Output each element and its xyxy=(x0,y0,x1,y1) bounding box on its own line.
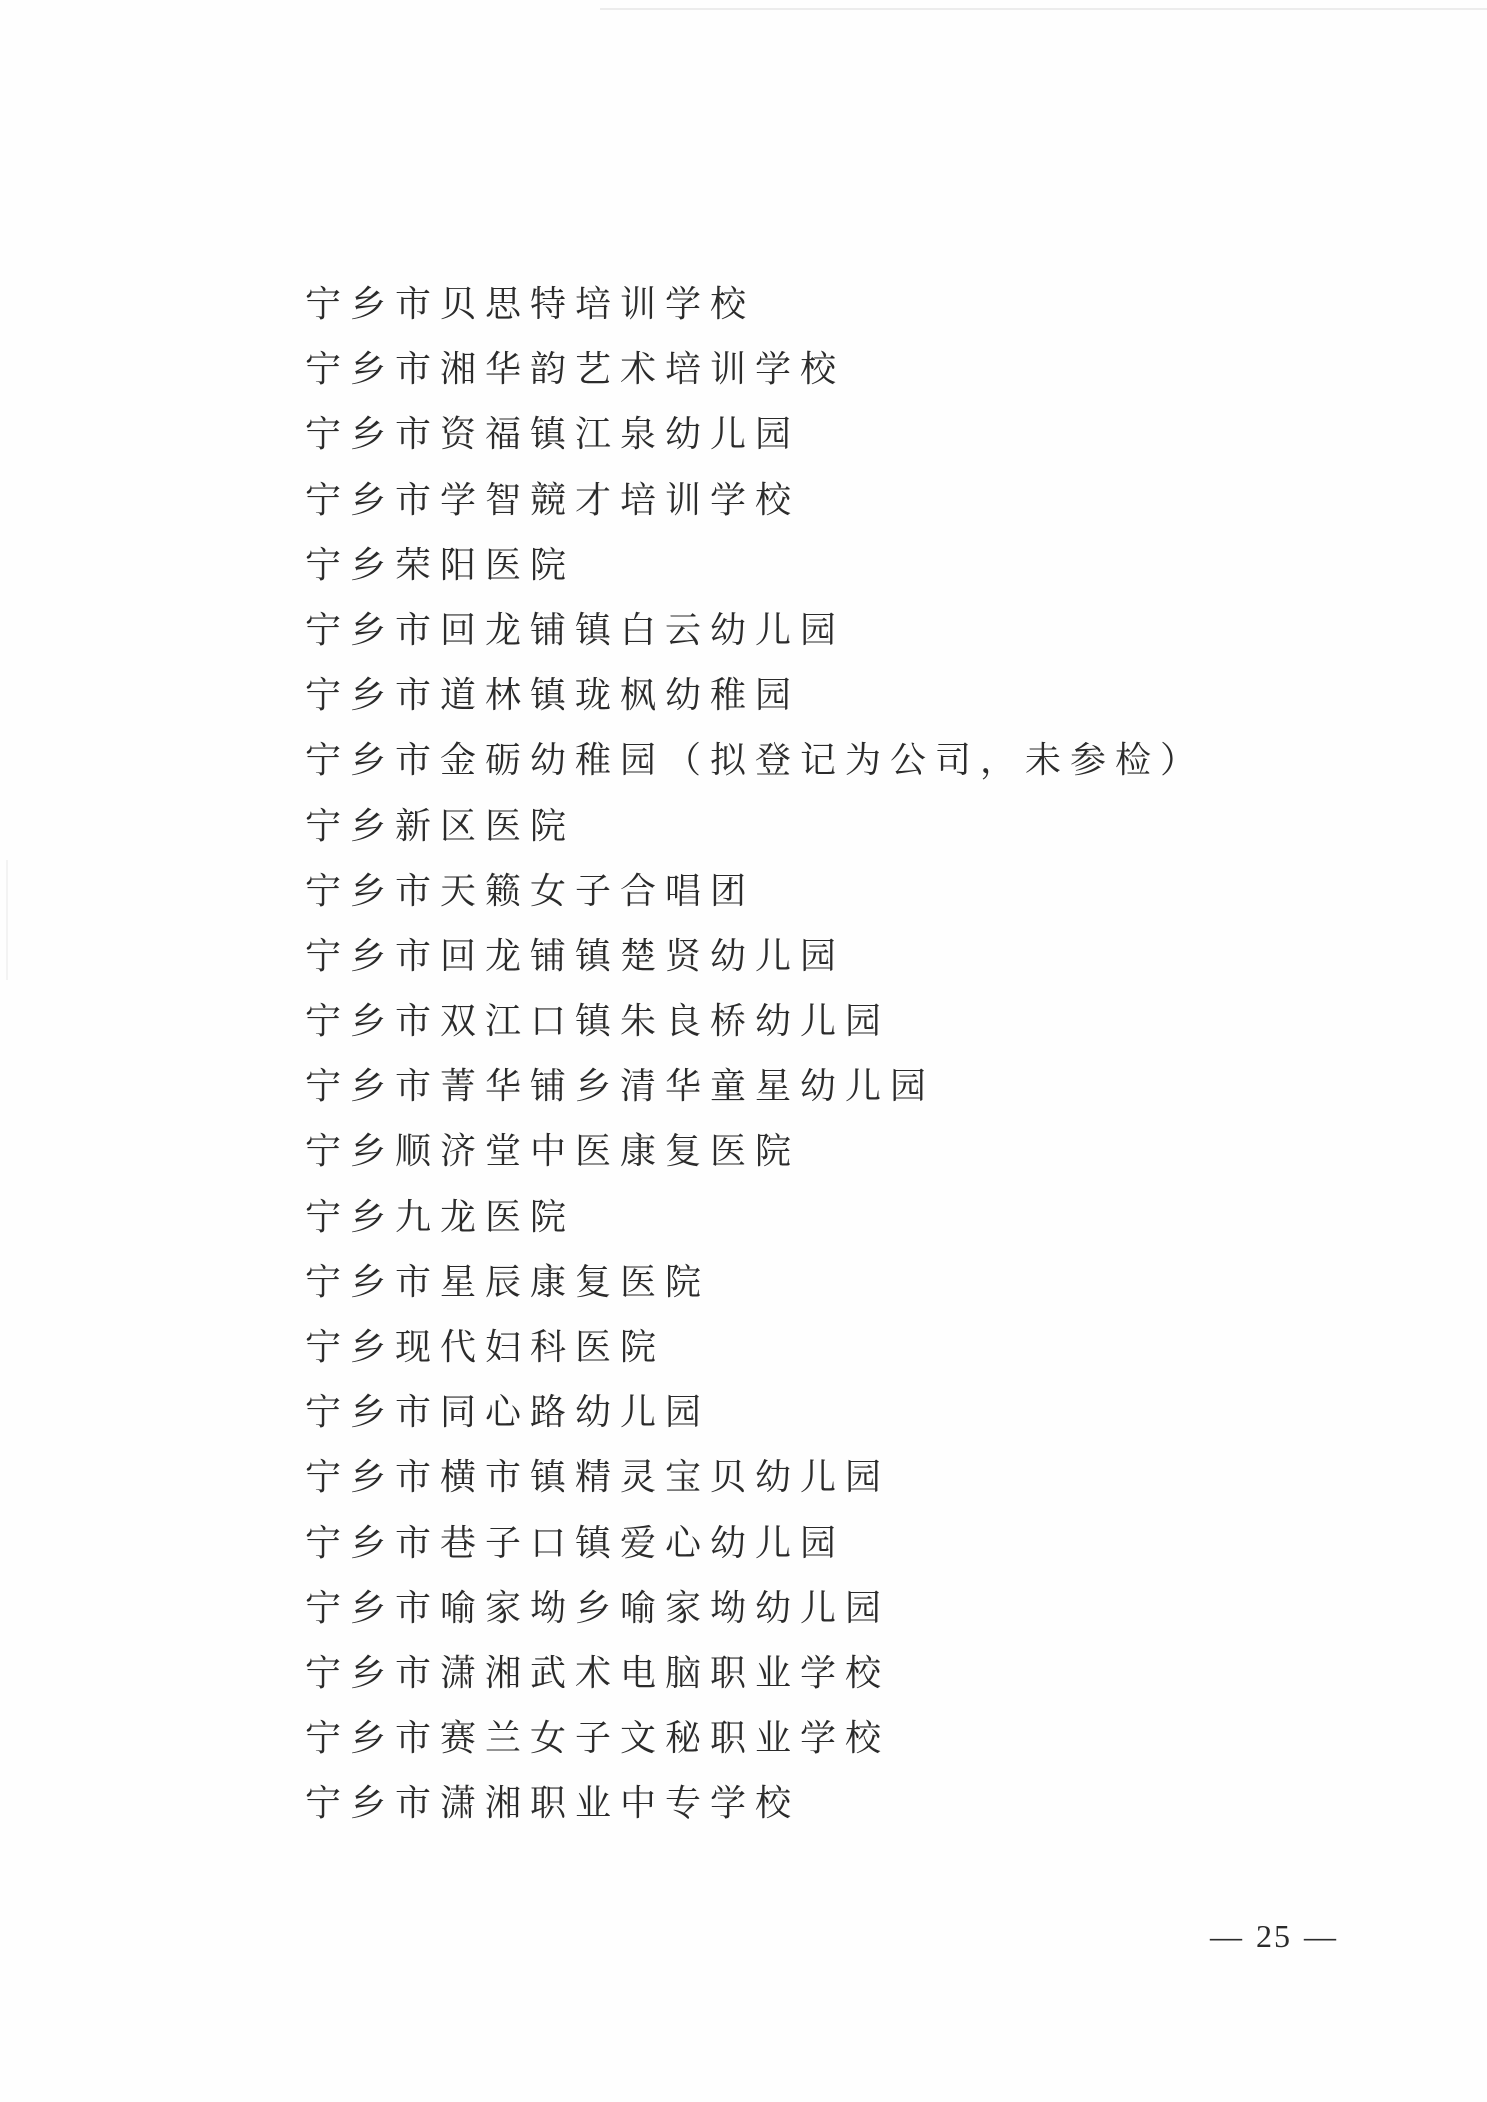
list-item: 宁乡市菁华铺乡清华童星幼儿园 xyxy=(305,1066,936,1108)
list-item: 宁乡市赛兰女子文秘职业学校 xyxy=(305,1718,891,1760)
organization-list xyxy=(305,272,1305,1837)
list-item: 宁乡市回龙铺镇楚贤幼儿园 xyxy=(305,935,846,977)
list-item: 宁乡市潇湘职业中专学校 xyxy=(305,1783,801,1825)
list-item: 宁乡市湘华韵艺术培训学校 xyxy=(305,349,846,391)
list-item: 宁乡九龙医院 xyxy=(305,1196,576,1238)
page-number-value: 25 xyxy=(1256,1918,1292,1954)
list-item: 宁乡市同心路幼儿园 xyxy=(305,1392,711,1434)
list-item: 宁乡市横市镇精灵宝贝幼儿园 xyxy=(305,1457,891,1499)
list-item: 宁乡市潇湘武术电脑职业学校 xyxy=(305,1652,891,1694)
scan-edge-top xyxy=(600,8,1487,10)
list-item: 宁乡新区医院 xyxy=(305,805,576,847)
list-item: 宁乡市道林镇珑枫幼稚园 xyxy=(305,675,801,717)
list-item: 宁乡市资福镇江泉幼儿园 xyxy=(305,414,801,456)
list-item: 宁乡荣阳医院 xyxy=(305,544,576,586)
list-item: 宁乡市贝思特培训学校 xyxy=(305,284,756,325)
list-item: 宁乡市回龙铺镇白云幼儿园 xyxy=(305,609,846,651)
list-item: 宁乡市双江口镇朱良桥幼儿园 xyxy=(305,1001,891,1043)
list-item: 宁乡顺济堂中医康复医院 xyxy=(305,1131,801,1173)
list-item: 宁乡市星辰康复医院 xyxy=(305,1261,711,1303)
list-item: 宁乡市天籁女子合唱团 xyxy=(305,870,756,912)
list-item: 宁乡市巷子口镇爱心幼儿园 xyxy=(305,1522,846,1564)
list-item: 宁乡市喻家坳乡喻家坳幼儿园 xyxy=(305,1587,891,1629)
page-number-dash-left: — xyxy=(1210,1918,1244,1954)
page-number-dash-right: — xyxy=(1304,1918,1338,1954)
list-item: 宁乡市金砺幼稚园（拟登记为公司，未参检） xyxy=(305,740,1206,782)
page-number xyxy=(1198,1918,1350,1955)
list-item: 宁乡现代妇科医院 xyxy=(305,1327,666,1368)
list-item: 宁乡市学智競才培训学校 xyxy=(305,479,801,521)
scan-edge-left xyxy=(6,860,8,980)
